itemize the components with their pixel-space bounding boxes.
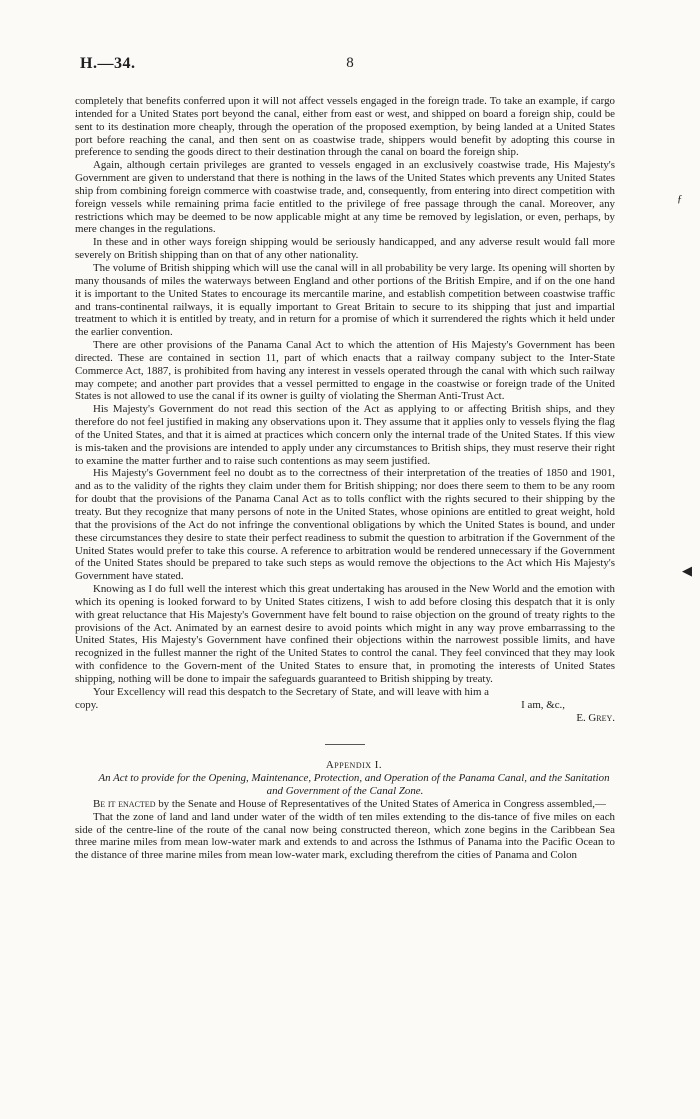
copy-word: copy. [75, 698, 99, 711]
valediction: I am, &c., [521, 698, 565, 711]
paragraph: His Majesty's Government do not read this section of the Act as applying to or affecting British ships, and they therefore do not feel justified in making any observations upon it. They assume that it applies only to vessels flying the flag of the United States, and that it is aimed at practices which concern only the internal trade of the United States. If this view is mis-taken and the provisions are intended to apply under any circumstances to British ships, they must reserve their right to examine the matter further and to raise such contentions as may seem justified. [75, 403, 615, 467]
page-number: 8 [346, 55, 354, 71]
closing-line [75, 699, 615, 712]
enacting-lead: Be it enacted [93, 797, 156, 810]
margin-arrow-mark: ◀ [682, 563, 692, 578]
section-divider [325, 744, 365, 745]
appendix-heading: Appendix I. [325, 759, 383, 772]
margin-tick-mark: ƒ [677, 193, 683, 205]
enacting-clause [75, 798, 615, 811]
paragraph: In these and in other ways foreign shipping would be seriously handicapped, and any adverse result would fall more severely on British shipping than on that of any other nationality. [75, 236, 615, 262]
paragraph: Knowing as I do full well the interest which this great undertaking has aroused in the New World and the emotion with which its opening is looked forward to by United States citizens, I wish to add before closing this despatch that it is only with great reluctance that His Majesty's Government have felt bound to raise objection on the ground of treaty rights to the provisions of the Act. Animated by an earnest desire to avoid points which might in any way prove embarrassing to the United States, His Majesty's Government have confined their objections within the narrowest possible limits, and have recognized in the fullest manner the right of the United States to control the canal. They feel convinced that they may look with confidence to the Govern-ment of the United States to ensure that, in promoting the interests of United States shipping, nothing will be done to impair the safeguards guaranteed to British shipping by treaty. [75, 583, 615, 685]
section-paragraph: That the zone of land and land under water of the width of ten miles extending to the dis-tance of five miles on each side of the centre-line of the route of the canal now being constructed thereon, which zone begins in the Caribbean Sea three marine miles from mean low-water mark and extends to and across the Isthmus of Panama into the Pacific Ocean to the distance of three marine miles from mean low-water mark, excluding therefrom the cities of Panama and Colon [75, 810, 615, 862]
act-title: An Act to provide for the Opening, Maintenance, Protection, and Operation of the Panama Canal, and the Sanitation and Government of the Canal Zone. [98, 772, 610, 798]
paragraph: There are other provisions of the Panama Canal Act to which the attention of His Majesty's Government has been directed. These are contained in section 11, part of which enacts that a railway company subject to the Inter-State Commerce Act, 1887, is prohibited from having any interest in vessels operated through the canal with which such railway may compete; and another part provides that a vessel permitted to engage in the coastwise or foreign trade of the United States is not allowed to use the canal if its owner is guilty of violating the Sherman Anti-Trust Act. [75, 339, 615, 403]
paragraph: The volume of British shipping which will use the canal will in all probability be very large. Its opening will shorten by many thousands of miles the waterways between England and other portions of the British Empire, and if on the one hand it is important to the United States to encourage its mercantile marine, and establish competition between coastwise traffic and trans-continental railways, it is equally important to Great Britain to secure to its shipping that just and impartial treatment to which it is entitled by treaty, and in return for a promise of which it surrendered the rights which it held under the earlier convention. [75, 261, 615, 339]
document-reference: H.—34. [80, 55, 136, 72]
signature: E. Grey. [576, 711, 615, 724]
letter-body [75, 95, 615, 862]
paragraph: His Majesty's Government feel no doubt as to the correctness of their interpretation of the treaties of 1850 and 1901, and as to the validity of the rights they claim under them for British shipping; nor does there seem to them to be any room for doubt that the provisions of the Panama Canal Act as to tolls conflict with the rights secured to their shipping by the treaty. But they recognize that many persons of note in the United States, whose opinions are entitled to great weight, hold that the provisions of the Act do not infringe the conventional obligations by which the United States is bound, and under these circumstances they desire to state their perfect readiness to submit the question to arbitration if the Government of the United States would prefer to take this course. A reference to arbitration would be rendered unnecessary if the Government of the United States should be prepared to take such steps as would remove the objections to the Act which His Majesty's Government have stated. [75, 467, 615, 583]
enacting-rest: by the Senate and House of Representatives of the United States of America in Congress assembled,— [158, 797, 606, 810]
page-header [80, 55, 620, 79]
paragraph: Again, although certain privileges are granted to vessels engaged in an exclusively coastwise trade, His Majesty's Government are given to understand that there is nothing in the laws of the United States which prevents any United States ship from combining foreign commerce with coastwise trade, and, consequently, from entering into direct competition with foreign vessels while remaining prima facie entitled to the privilege of free passage through the canal. Moreover, any restrictions which may be deemed to be now applicable might at any time be removed by legislation, or even, perhaps, by mere changes in the regulations. [75, 159, 615, 236]
closing-paragraph: Your Excellency will read this despatch to the Secretary of State, and will leave with him a [93, 685, 489, 698]
paragraph: completely that benefits conferred upon it will not affect vessels engaged in the foreign trade. To take an example, if cargo intended for a United States port beyond the canal, either from east or west, and shipped on board a foreign ship, could be sent to its destination more cheaply, through the operation of the proposed exemption, by being landed at a United States port before reaching the canal, and then sent on as coastwise trade, shippers would benefit by adopting this course in preference to sending the goods direct to their destination through the canal on board the foreign ship. [75, 95, 615, 159]
